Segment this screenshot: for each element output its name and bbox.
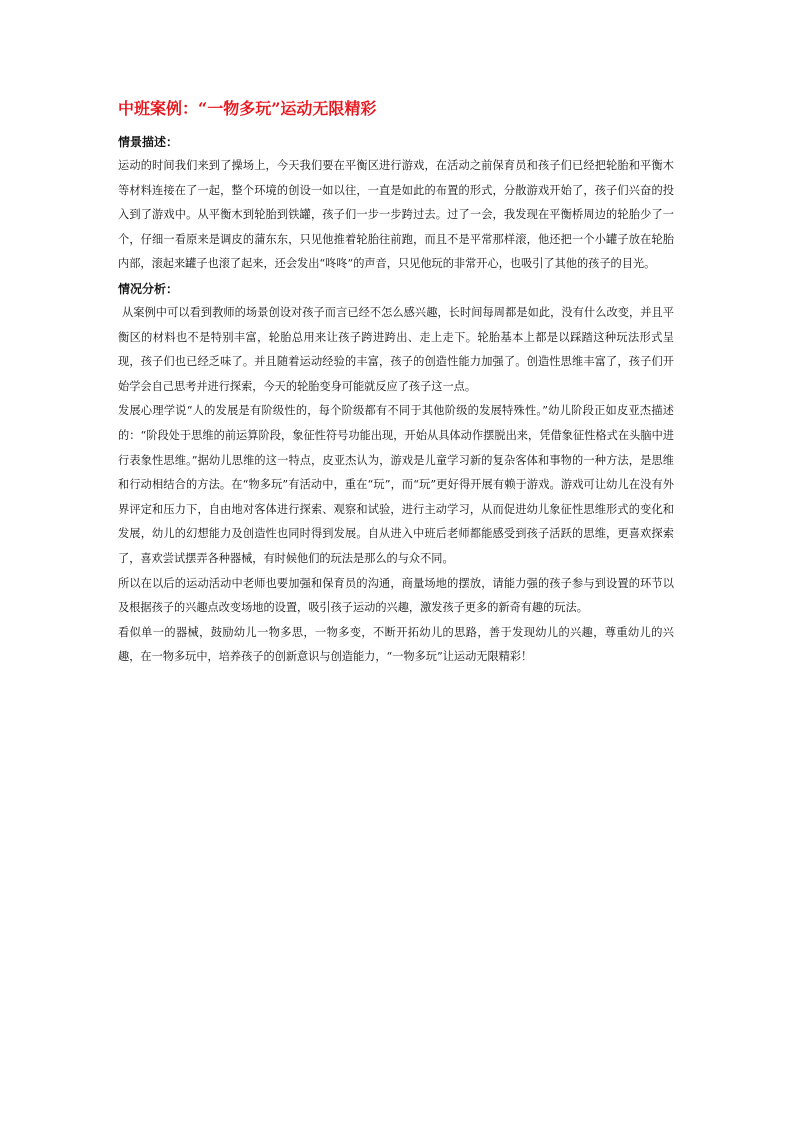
section-heading-scene: 情景描述： — [118, 135, 179, 149]
paragraph-analysis-2: 发展心理学说“人的发展是有阶级性的，每个阶级都有不同于其他阶级的发展特殊性。”幼儿阶段正如皮亚杰描述的：“阶段处于思维的前运算阶段，象征性符号功能出现，开始从具体动作摆脱出来，凭借象征性格式在头脑中进行表象性思维。”据幼儿思维的这一特点，皮亚杰认为，游戏是儿童学习新的复杂客体和事物的一种方法，是思维和行动相结合的方法。在“物多玩”有活动中，重在“玩”，而“玩”更好得开展有赖于游戏。游戏可让幼儿在没有外界评定和压力下，自由地对客体进行探索、观察和试验，进行主动学习，从而促进幼儿象征性思维形式的变化和发展，幼儿的幻想能力及创造性也同时得到发展。自从进入中班后老师都能感受到孩子活跃的思维，更喜欢探索了，喜欢尝试摆弄各种器械，有时候他们的玩法是那么的与众不同。 — [118, 404, 674, 565]
section-scene-description — [118, 130, 674, 277]
section-heading-analysis: 情况分析： — [118, 281, 179, 296]
paragraph-analysis-1: 从案例中可以看到教师的场景创设对孩子而言已经不怎么感兴趣，长时间每周都是如此，没有什么改变，并且平衡区的材料也不是特别丰富，轮胎总用来让孩子跨进跨出、走上走下。轮胎基本上都是以踩踏这种玩法形式呈现，孩子们也已经乏味了。并且随着运动经验的丰富，孩子的创造性能力加强了。创造性思维丰富了，孩子们开始学会自己思考并进行探索，今天的轮胎变身可能就反应了孩子这一点。 — [118, 305, 674, 393]
document-page — [118, 96, 674, 670]
paragraph-scene-1: 运动的时间我们来到了操场上，今天我们要在平衡区进行游戏，在活动之前保育员和孩子们已经把轮胎和平衡木等材料连接在了一起，整个环境的创设一如以往，一直是如此的布置的形式，分散游戏开始了，孩子们兴奋的投入到了游戏中。从平衡木到轮胎到铁罐，孩子们一步一步跨过去。过了一会，我发现在平衡桥周边的轮胎少了一个，仔细一看原来是调皮的蒲东东，只见他推着轮胎往前跑，而且不是平常那样滚，他还把一个小罐子放在轮胎内部，滚起来罐子也滚了起来，还会发出“咚咚”的声音，只见他玩的非常开心，也吸引了其他的孩子的目光。 — [118, 159, 674, 271]
section-situation-analysis — [118, 277, 674, 670]
paragraph-analysis-3: 所以在以后的运动活动中老师也要加强和保育员的沟通，商量场地的摆放，请能力强的孩子参与到设置的环节以及根据孩子的兴趣点改变场地的设置，吸引孩子运动的兴趣，激发孩子更多的新奇有趣的玩法。 — [118, 576, 674, 615]
paragraph-analysis-4: 看似单一的器械，鼓励幼儿一物多思，一物多变，不断开拓幼儿的思路，善于发现幼儿的兴趣，尊重幼儿的兴趣，在一物多玩中，培养孩子的创新意识与创造能力，“一物多玩”让运动无限精彩！ — [118, 625, 674, 664]
document-title: 中班案例：“一物多玩”运动无限精彩 — [118, 99, 377, 118]
